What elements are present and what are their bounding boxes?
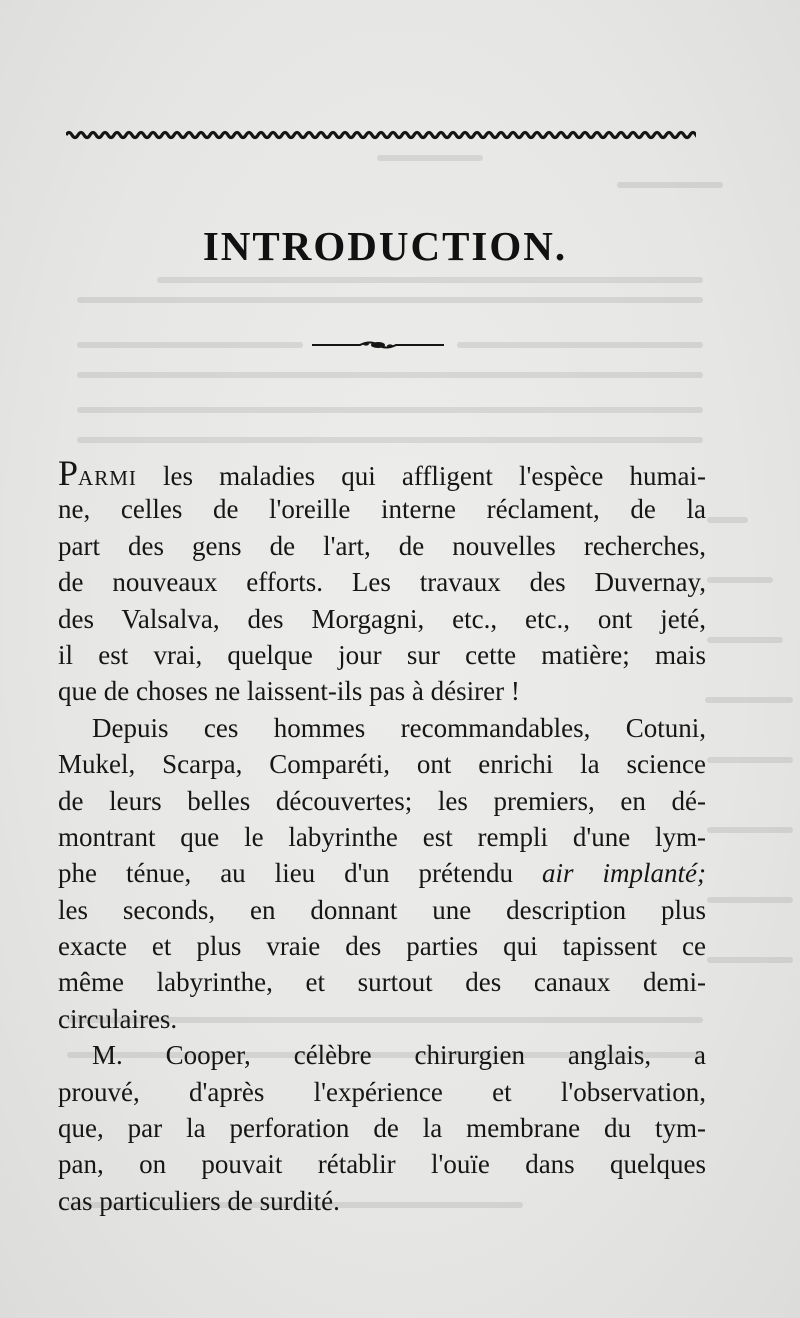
text-line: de nouveaux efforts. Les travaux des Duvernay,	[58, 567, 706, 598]
text-line: cas particuliers de surdité.	[58, 1185, 340, 1216]
text-line: pan, on pouvait rétablir l'ouïe dans quelques	[58, 1149, 706, 1180]
text-line: même labyrinthe, et surtout des canaux demi-	[58, 967, 706, 998]
text-line: il est vrai, quelque jour sur cette matière; mais	[58, 639, 706, 670]
text-line: PARMI les maladies qui affligent l'espèce humai-	[58, 453, 706, 493]
paragraph-1	[58, 455, 706, 710]
text-line: Mukel, Scarpa, Comparéti, ont enrichi la science	[58, 749, 706, 780]
header-rule	[66, 128, 696, 142]
body-text	[58, 455, 706, 1219]
text-line: les seconds, en donnant une description plus	[58, 894, 706, 925]
paragraph-3	[58, 1037, 706, 1219]
text-line: des Valsalva, des Morgagni, etc., etc., ont jeté,	[58, 603, 706, 634]
text-line: de leurs belles découvertes; les premiers, en dé-	[58, 785, 706, 816]
text-line: que de choses ne laissent-ils pas à désirer !	[58, 676, 520, 707]
dropcap: P	[58, 453, 79, 493]
text-line: exacte et plus vraie des parties qui tapissent ce	[58, 931, 706, 962]
text-line: part des gens de l'art, de nouvelles recherches,	[58, 530, 706, 561]
text-line: Depuis ces hommes recommandables, Cotuni,	[92, 712, 706, 743]
text-line: prouvé, d'après l'expérience et l'observation,	[58, 1076, 706, 1107]
text-line: circulaires.	[58, 1003, 178, 1034]
text-line: M. Cooper, célèbre chirurgien anglais, a	[92, 1040, 706, 1071]
paragraph-2	[58, 710, 706, 1038]
text-line: que, par la perforation de la membrane du tym-	[58, 1113, 706, 1144]
page-title: INTRODUCTION.	[202, 223, 568, 269]
italic-phrase: air implanté;	[542, 858, 706, 889]
text-line: montrant que le labyrinthe est rempli d'une lym-	[58, 821, 706, 852]
dropcap-smallcaps: ARMI	[78, 466, 137, 490]
text-line: phe ténue, au lieu d'un prétendu air implanté;	[58, 858, 706, 889]
ornamental-rule	[310, 338, 446, 352]
text-line: ne, celles de l'oreille interne réclament, de la	[58, 494, 706, 525]
